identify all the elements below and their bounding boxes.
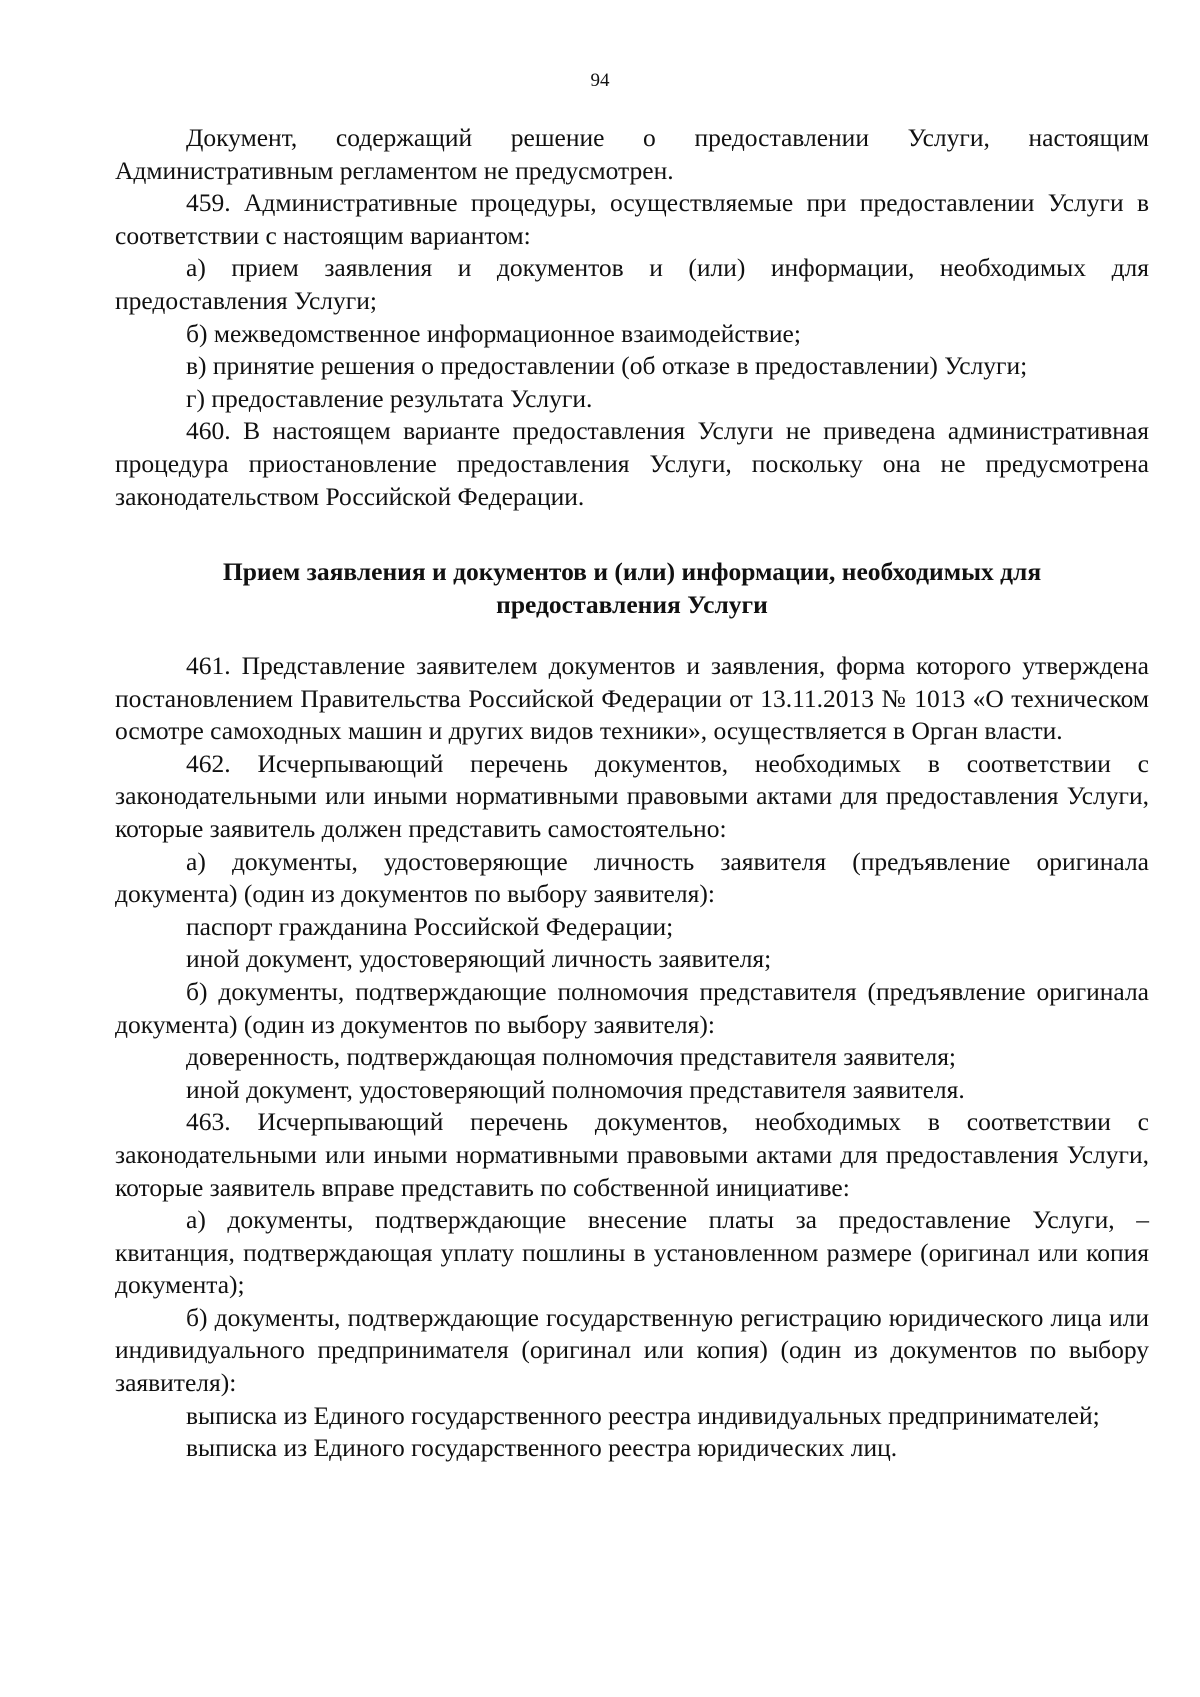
section-heading-line-1: Прием заявления и документов и (или) информации, необходимых для (222, 557, 1042, 586)
paragraph-459-v: в) принятие решения о предоставлении (об отказе в предоставлении) Услуги; (186, 351, 1028, 381)
list-item-other-authority-doc: иной документ, удостоверяющий полномочия представителя заявителя. (186, 1074, 965, 1104)
section-documents (115, 650, 1149, 1465)
section-heading-line-2: предоставления Услуги (496, 589, 768, 619)
list-item-other-id: иной документ, удостоверяющий личность заявителя; (186, 944, 772, 974)
paragraph-463: 463. Исчерпывающий перечень документов, необходимых в соответствии с законодательными или иными нормативными правовыми актами для предоставления Услуги, которые заявитель вправе представить по собственной инициативе: (115, 1107, 1149, 1202)
paragraph-461: 461. Представление заявителем документов и заявления, форма которого утверждена постановлением Правительства Российской Федерации от 13.11.2013 № 1013 «О техническом осмотре самоходных машин и других видов техники», осуществляется в Орган власти. (115, 651, 1149, 746)
paragraph-459: 459. Административные процедуры, осуществляемые при предоставлении Услуги в соответствии с настоящим вариантом: (115, 188, 1149, 250)
paragraph-459-b: б) межведомственное информационное взаимодействие; (186, 318, 801, 348)
paragraph-462: 462. Исчерпывающий перечень документов, необходимых в соответствии с законодательными или иными нормативными правовыми актами для предоставления Услуги, которые заявитель должен представить самостоятельно: (115, 748, 1149, 843)
paragraph-463-a: а) документы, подтверждающие внесение платы за предоставление Услуги, – квитанция, подтверждающая уплату пошлины в установленном размере (оригинал или копия документа); (115, 1205, 1149, 1300)
paragraph-459-a: а) прием заявления и документов и (или) информации, необходимых для предоставления Услуги; (115, 253, 1149, 315)
list-item-egrul-extract: выписка из Единого государственного реестра юридических лиц. (186, 1433, 898, 1463)
paragraph-459-g: г) предоставление результата Услуги. (186, 383, 593, 413)
paragraph-463-b: б) документы, подтверждающие государственную регистрацию юридического лица или индивидуального предпринимателя (оригинал или копия) (один из документов по выбору заявителя): (115, 1302, 1149, 1398)
list-item-egrip-extract: выписка из Единого государственного реестра индивидуальных предпринимателей; (186, 1400, 1100, 1430)
section-procedures (115, 122, 1149, 513)
paragraph-460: 460. В настоящем варианте предоставления Услуги не приведена административная процедура приостановление предоставления Услуги, поскольку она не предусмотрена законодательством Российской Федерации. (115, 416, 1149, 511)
paragraph-462-a: а) документы, удостоверяющие личность заявителя (предъявление оригинала документа) (один из документов по выбору заявителя): (115, 846, 1149, 909)
page-number: 94 (590, 70, 610, 91)
section-heading (115, 556, 1149, 621)
paragraph-result-document: Документ, содержащий решение о предоставлении Услуги, настоящим Административным регламентом не предусмотрен. (115, 123, 1149, 185)
list-item-passport: паспорт гражданина Российской Федерации; (186, 911, 674, 941)
list-item-power-of-attorney: доверенность, подтверждающая полномочия представителя заявителя; (186, 1042, 957, 1072)
paragraph-462-b: б) документы, подтверждающие полномочия представителя (предъявление оригинала документа) (один из документов по выбору заявителя): (115, 976, 1149, 1039)
